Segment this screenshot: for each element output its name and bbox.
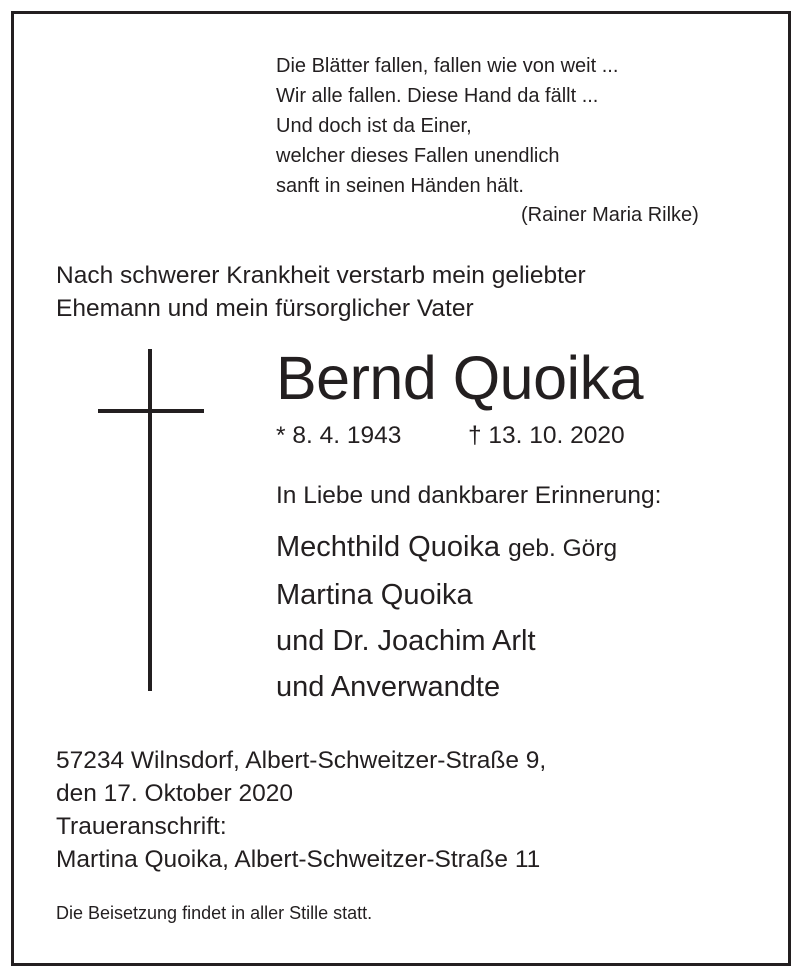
poem-author: (Rainer Maria Rilke)	[521, 204, 699, 226]
cross-icon-bar	[98, 409, 204, 413]
address-block	[56, 744, 546, 876]
poem-line: Und doch ist da Einer,	[276, 115, 472, 137]
address-line: 57234 Wilnsdorf, Albert-Schweitzer-Straße 9,	[56, 747, 547, 774]
intro-line: Ehemann und mein fürsorglicher Vater	[56, 295, 474, 322]
mourners-list	[276, 524, 617, 710]
address-label: Traueranschrift:	[56, 813, 227, 840]
death-date: † 13. 10. 2020	[468, 422, 625, 449]
birth-date: * 8. 4. 1943	[276, 422, 402, 449]
poem-line: Die Blätter fallen, fallen wie von weit ...	[276, 55, 619, 77]
poem-block	[276, 51, 618, 201]
deceased-name: Bernd Quoika	[276, 344, 643, 412]
intro-line: Nach schwerer Krankheit verstarb mein geliebter	[56, 262, 586, 289]
funeral-note: Die Beisetzung findet in aller Stille statt.	[56, 903, 373, 923]
mourner-daughter: Martina Quoika	[276, 579, 473, 611]
mourner-partner: und Dr. Joachim Arlt	[276, 625, 536, 657]
mourning-address: Martina Quoika, Albert-Schweitzer-Straße 11	[56, 846, 541, 873]
mourner-relatives: und Anverwandte	[276, 671, 501, 703]
intro-text	[56, 259, 586, 325]
poem-line: welcher dieses Fallen unendlich	[276, 145, 560, 167]
mourner-wife	[276, 524, 617, 572]
poem-line: Wir alle fallen. Diese Hand da fällt ...	[276, 85, 599, 107]
cross-icon	[148, 349, 152, 691]
address-date: den 17. Oktober 2020	[56, 780, 294, 807]
poem-line: sanft in seinen Händen hält.	[276, 175, 524, 197]
mourner-wife-name: Mechthild Quoika	[276, 531, 501, 563]
memory-line: In Liebe und dankbarer Erinnerung:	[276, 482, 662, 509]
mourner-wife-maiden: geb. Görg	[508, 535, 618, 562]
